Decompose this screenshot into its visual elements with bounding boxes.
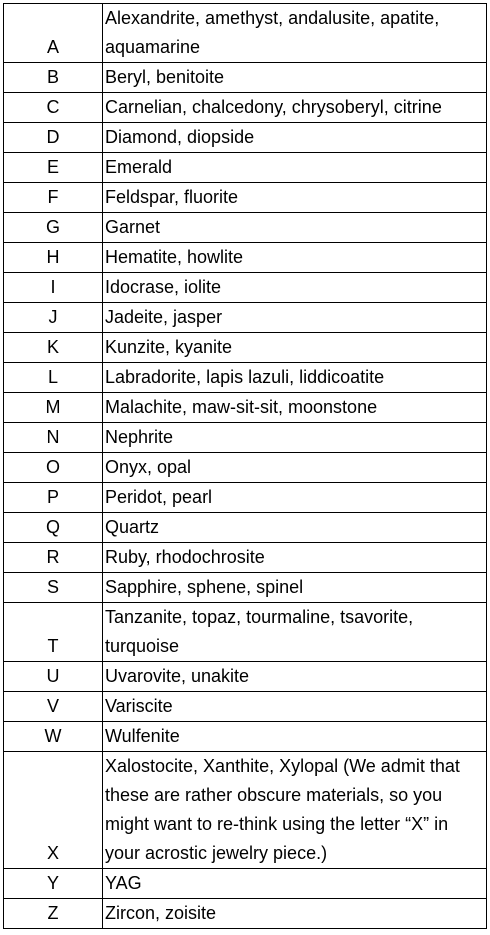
gemstones-cell: Beryl, benitoite xyxy=(103,63,487,93)
table-row xyxy=(4,899,487,929)
gemstones-cell: Quartz xyxy=(103,513,487,543)
letter-cell: Y xyxy=(4,869,103,899)
gemstones-cell: Nephrite xyxy=(103,423,487,453)
gemstones-cell: Alexandrite, amethyst, andalusite, apatite, aquamarine xyxy=(103,4,487,63)
table-row xyxy=(4,273,487,303)
gemstones-cell: Ruby, rhodochrosite xyxy=(103,543,487,573)
table-row xyxy=(4,333,487,363)
gemstones-cell: Labradorite, lapis lazuli, liddicoatite xyxy=(103,363,487,393)
gemstones-cell: Peridot, pearl xyxy=(103,483,487,513)
table-row xyxy=(4,123,487,153)
letter-cell: A xyxy=(4,4,103,63)
letter-cell: M xyxy=(4,393,103,423)
table-row xyxy=(4,752,487,869)
gemstones-cell: Onyx, opal xyxy=(103,453,487,483)
letter-cell: Q xyxy=(4,513,103,543)
table-row xyxy=(4,153,487,183)
letter-cell: I xyxy=(4,273,103,303)
gemstones-cell: Feldspar, fluorite xyxy=(103,183,487,213)
letter-cell: R xyxy=(4,543,103,573)
gemstones-cell: Carnelian, chalcedony, chrysoberyl, citrine xyxy=(103,93,487,123)
gemstone-alphabet-table xyxy=(3,3,487,929)
table-row xyxy=(4,603,487,662)
table-row xyxy=(4,483,487,513)
letter-cell: L xyxy=(4,363,103,393)
gemstones-cell: Emerald xyxy=(103,153,487,183)
letter-cell: H xyxy=(4,243,103,273)
table-row xyxy=(4,4,487,63)
table-row xyxy=(4,303,487,333)
gemstones-cell: Xalostocite, Xanthite, Xylopal (We admit that these are rather obscure materials, so you might want to re-think using the letter “X” in your acrostic jewelry piece.) xyxy=(103,752,487,869)
table-row xyxy=(4,543,487,573)
gemstones-cell: Garnet xyxy=(103,213,487,243)
table-row xyxy=(4,213,487,243)
letter-cell: W xyxy=(4,722,103,752)
table-row xyxy=(4,573,487,603)
table-row xyxy=(4,722,487,752)
table-row xyxy=(4,423,487,453)
gemstones-cell: Jadeite, jasper xyxy=(103,303,487,333)
letter-cell: O xyxy=(4,453,103,483)
table-row xyxy=(4,453,487,483)
table-row xyxy=(4,869,487,899)
letter-cell: S xyxy=(4,573,103,603)
gemstones-cell: Diamond, diopside xyxy=(103,123,487,153)
gemstones-cell: YAG xyxy=(103,869,487,899)
letter-cell: G xyxy=(4,213,103,243)
letter-cell: Z xyxy=(4,899,103,929)
table-row xyxy=(4,363,487,393)
gemstones-cell: Kunzite, kyanite xyxy=(103,333,487,363)
letter-cell: N xyxy=(4,423,103,453)
table-body xyxy=(4,4,487,929)
table-row xyxy=(4,63,487,93)
table-row xyxy=(4,393,487,423)
table-row xyxy=(4,662,487,692)
letter-cell: P xyxy=(4,483,103,513)
gemstones-cell: Tanzanite, topaz, tourmaline, tsavorite, turquoise xyxy=(103,603,487,662)
letter-cell: B xyxy=(4,63,103,93)
letter-cell: F xyxy=(4,183,103,213)
gemstones-cell: Wulfenite xyxy=(103,722,487,752)
table-row xyxy=(4,513,487,543)
letter-cell: K xyxy=(4,333,103,363)
gemstones-cell: Variscite xyxy=(103,692,487,722)
letter-cell: U xyxy=(4,662,103,692)
gemstones-cell: Zircon, zoisite xyxy=(103,899,487,929)
gemstones-cell: Sapphire, sphene, spinel xyxy=(103,573,487,603)
table-row xyxy=(4,243,487,273)
letter-cell: J xyxy=(4,303,103,333)
gemstones-cell: Idocrase, iolite xyxy=(103,273,487,303)
letter-cell: X xyxy=(4,752,103,869)
table-row xyxy=(4,183,487,213)
gemstones-cell: Hematite, howlite xyxy=(103,243,487,273)
letter-cell: D xyxy=(4,123,103,153)
letter-cell: V xyxy=(4,692,103,722)
gemstones-cell: Uvarovite, unakite xyxy=(103,662,487,692)
letter-cell: T xyxy=(4,603,103,662)
table-row xyxy=(4,692,487,722)
letter-cell: C xyxy=(4,93,103,123)
table-row xyxy=(4,93,487,123)
gemstones-cell: Malachite, maw-sit-sit, moonstone xyxy=(103,393,487,423)
letter-cell: E xyxy=(4,153,103,183)
